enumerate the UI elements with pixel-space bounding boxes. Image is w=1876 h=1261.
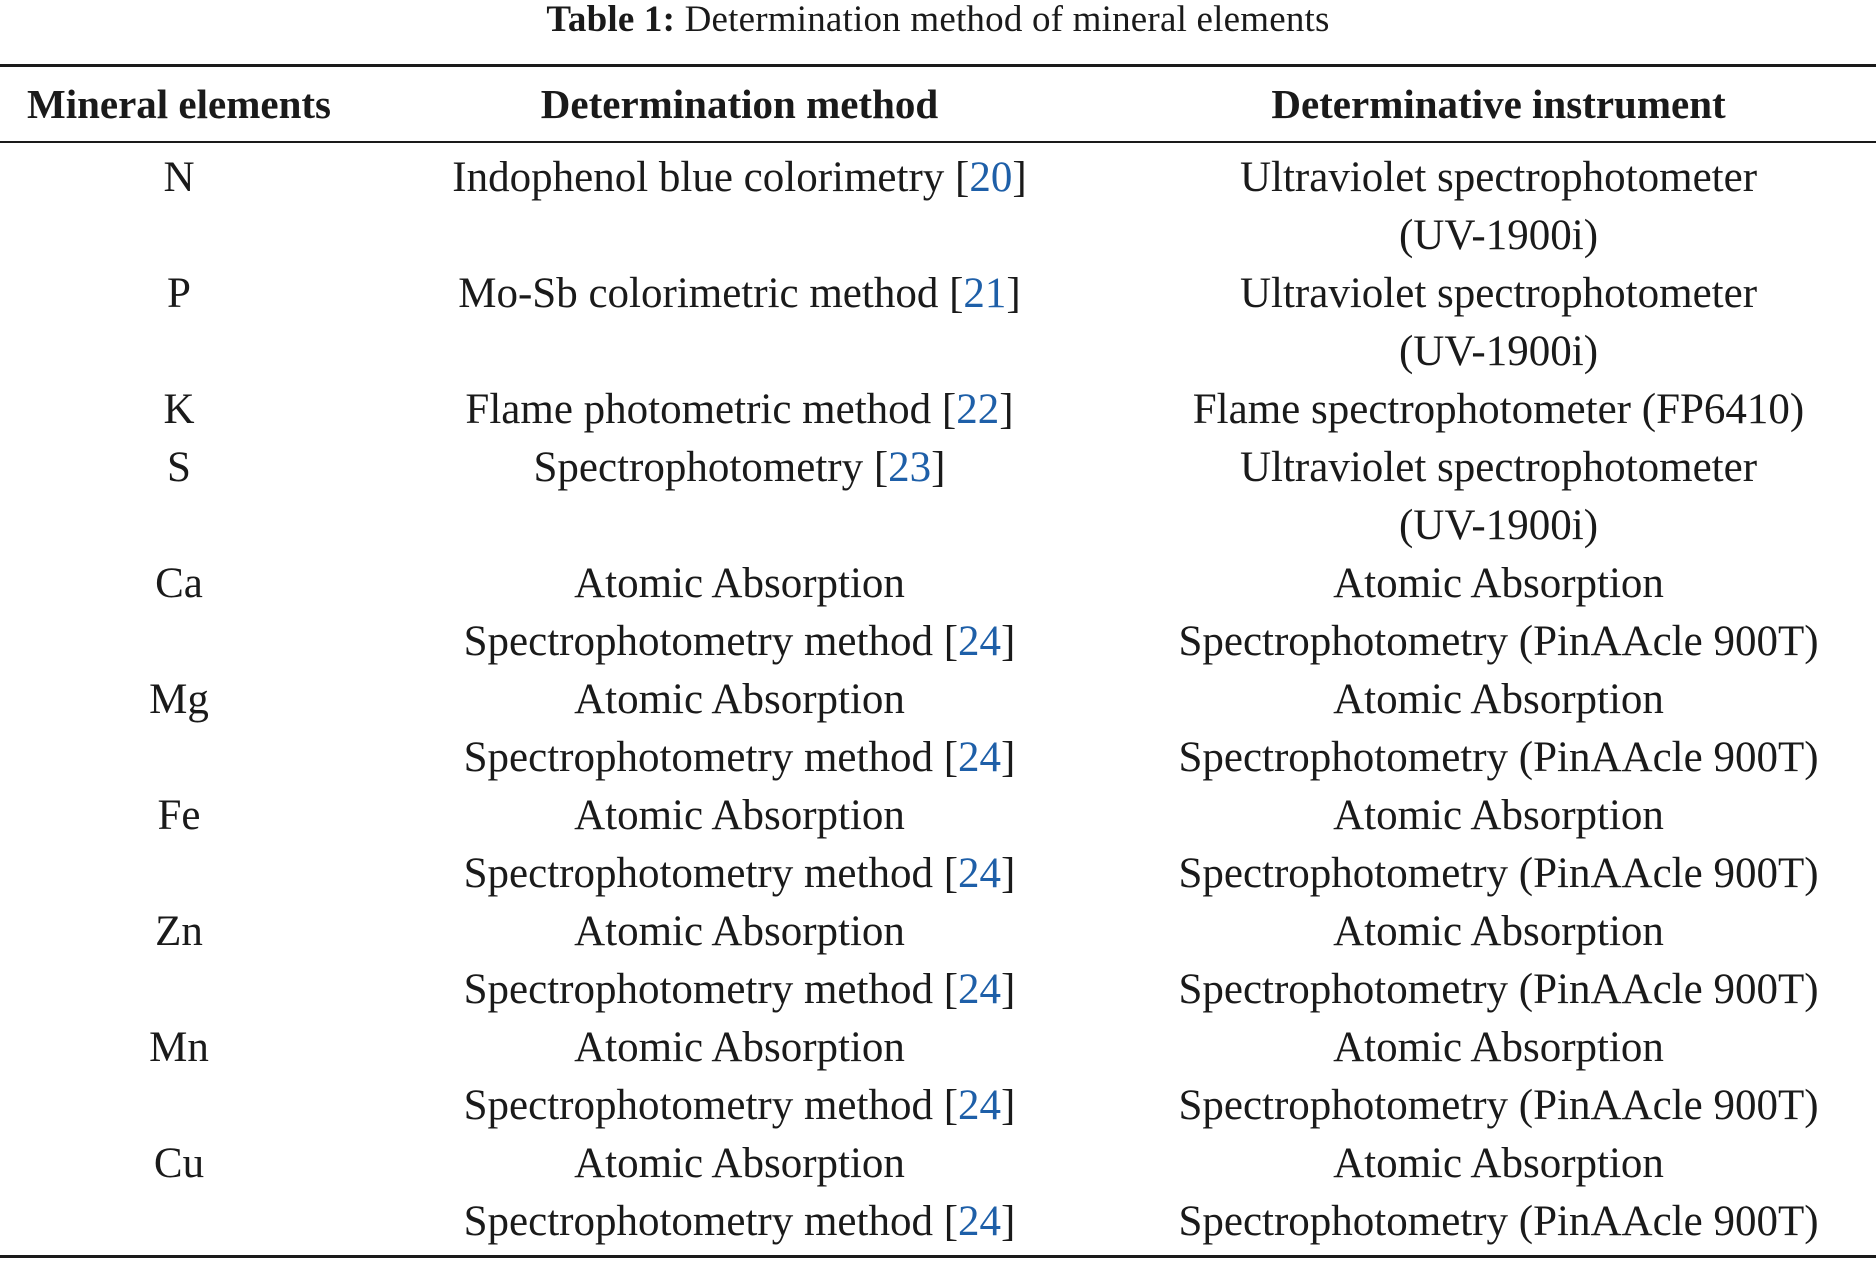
cell-mineral-element: K <box>163 386 195 433</box>
closing-bracket: ] <box>1001 734 1016 781</box>
instrument-line: Ultraviolet spectrophotometer <box>1239 154 1758 201</box>
reference-link[interactable]: 24 <box>958 966 1002 1013</box>
method-line <box>358 729 1121 787</box>
method-line: Atomic Absorption <box>574 792 905 839</box>
cell-determination-method <box>358 1135 1121 1257</box>
reference-link[interactable]: 24 <box>958 1082 1002 1129</box>
method-line: Atomic Absorption <box>574 1140 905 1187</box>
closing-bracket: ] <box>1001 966 1016 1013</box>
caption-text: Determination method of mineral elements <box>684 0 1330 40</box>
method-text: Mo-Sb colorimetric method [ <box>458 270 964 317</box>
method-line: Atomic Absorption <box>574 1024 905 1071</box>
instrument-line: Atomic Absorption <box>1333 560 1664 607</box>
closing-bracket: ] <box>1012 154 1027 201</box>
instrument-line: Flame spectrophotometer (FP6410) <box>1192 386 1805 433</box>
closing-bracket: ] <box>1001 1082 1016 1129</box>
reference-link[interactable]: 20 <box>969 154 1013 201</box>
cell-mineral-element: N <box>163 154 195 201</box>
cell-determination-method <box>358 787 1121 903</box>
table-row <box>0 142 1876 265</box>
cell-determination-method <box>358 142 1121 265</box>
method-line <box>358 381 1121 439</box>
reference-link[interactable]: 22 <box>956 386 1000 433</box>
instrument-line: Spectrophotometry (PinAAcle 900T) <box>1178 618 1819 665</box>
closing-bracket: ] <box>931 444 946 491</box>
reference-link[interactable]: 24 <box>958 850 1002 897</box>
instrument-line: Atomic Absorption <box>1333 908 1664 955</box>
table-row <box>0 1135 1876 1257</box>
mineral-methods-table <box>0 64 1876 1258</box>
reference-link[interactable]: 21 <box>963 270 1007 317</box>
closing-bracket: ] <box>999 386 1014 433</box>
table-row <box>0 439 1876 555</box>
method-text: Indophenol blue colorimetry [ <box>452 154 970 201</box>
method-line <box>358 265 1121 323</box>
cell-mineral-element: Ca <box>155 560 203 607</box>
caption-label: Table 1: <box>546 0 676 40</box>
header-mineral-elements: Mineral elements <box>27 81 331 127</box>
cell-determinative-instrument <box>1121 381 1876 439</box>
cell-mineral-element: Fe <box>157 792 201 839</box>
table-row <box>0 555 1876 671</box>
cell-mineral-element: Mn <box>149 1024 209 1071</box>
instrument-line: (UV-1900i) <box>1398 502 1599 549</box>
method-line: Atomic Absorption <box>574 908 905 955</box>
cell-determination-method <box>358 1019 1121 1135</box>
table-row <box>0 265 1876 381</box>
method-line <box>358 845 1121 903</box>
table-row <box>0 787 1876 903</box>
cell-determinative-instrument <box>1121 1019 1876 1135</box>
instrument-line: Atomic Absorption <box>1333 1024 1664 1071</box>
method-line: Atomic Absorption <box>574 560 905 607</box>
cell-mineral-element: Cu <box>153 1140 205 1187</box>
cell-determination-method <box>358 265 1121 381</box>
instrument-line: Spectrophotometry (PinAAcle 900T) <box>1178 850 1819 897</box>
reference-link[interactable]: 24 <box>958 734 1002 781</box>
instrument-line: Spectrophotometry (PinAAcle 900T) <box>1178 1198 1819 1245</box>
cell-determinative-instrument <box>1121 555 1876 671</box>
method-line: Atomic Absorption <box>574 676 905 723</box>
instrument-line: Atomic Absorption <box>1333 792 1664 839</box>
instrument-line: (UV-1900i) <box>1398 328 1599 375</box>
method-line <box>358 1077 1121 1135</box>
cell-determination-method <box>358 381 1121 439</box>
instrument-line: Ultraviolet spectrophotometer <box>1239 444 1758 491</box>
cell-mineral-element: Zn <box>155 908 203 955</box>
method-text: Spectrophotometry method [ <box>463 734 959 781</box>
instrument-line: Ultraviolet spectrophotometer <box>1239 270 1758 317</box>
instrument-line: Atomic Absorption <box>1333 1140 1664 1187</box>
method-line <box>358 149 1121 207</box>
cell-determination-method <box>358 439 1121 555</box>
cell-determinative-instrument <box>1121 265 1876 381</box>
closing-bracket: ] <box>1001 618 1016 665</box>
cell-mineral-element: P <box>167 270 191 317</box>
table-row <box>0 903 1876 1019</box>
closing-bracket: ] <box>1006 270 1021 317</box>
cell-determinative-instrument <box>1121 1135 1876 1257</box>
cell-determinative-instrument <box>1121 903 1876 1019</box>
header-row <box>0 66 1876 143</box>
method-text: Spectrophotometry method [ <box>463 1198 959 1245</box>
header-determination-method: Determination method <box>540 81 939 127</box>
instrument-line: Atomic Absorption <box>1333 676 1664 723</box>
cell-determination-method <box>358 671 1121 787</box>
instrument-line: Spectrophotometry (PinAAcle 900T) <box>1178 1082 1819 1129</box>
reference-link[interactable]: 24 <box>958 1198 1002 1245</box>
closing-bracket: ] <box>1001 850 1016 897</box>
header-determinative-instrument: Determinative instrument <box>1271 81 1726 127</box>
closing-bracket: ] <box>1001 1198 1016 1245</box>
method-line <box>358 613 1121 671</box>
instrument-line: (UV-1900i) <box>1398 212 1599 259</box>
reference-link[interactable]: 23 <box>888 444 932 491</box>
cell-determination-method <box>358 555 1121 671</box>
instrument-line: Spectrophotometry (PinAAcle 900T) <box>1178 966 1819 1013</box>
cell-determinative-instrument <box>1121 439 1876 555</box>
reference-link[interactable]: 24 <box>958 618 1002 665</box>
method-line <box>358 961 1121 1019</box>
method-line <box>358 439 1121 497</box>
cell-determinative-instrument <box>1121 787 1876 903</box>
table-row <box>0 1019 1876 1135</box>
table-caption <box>0 0 1876 40</box>
cell-mineral-element: S <box>167 444 191 491</box>
cell-determination-method <box>358 903 1121 1019</box>
method-text: Spectrophotometry [ <box>533 444 889 491</box>
method-text: Spectrophotometry method [ <box>463 618 959 665</box>
method-text: Spectrophotometry method [ <box>463 1082 959 1129</box>
cell-mineral-element: Mg <box>149 676 209 723</box>
table-row <box>0 671 1876 787</box>
cell-determinative-instrument <box>1121 142 1876 265</box>
instrument-line: Spectrophotometry (PinAAcle 900T) <box>1178 734 1819 781</box>
method-line <box>358 1193 1121 1251</box>
cell-determinative-instrument <box>1121 671 1876 787</box>
method-text: Flame photometric method [ <box>465 386 957 433</box>
table-row <box>0 381 1876 439</box>
method-text: Spectrophotometry method [ <box>463 966 959 1013</box>
method-text: Spectrophotometry method [ <box>463 850 959 897</box>
